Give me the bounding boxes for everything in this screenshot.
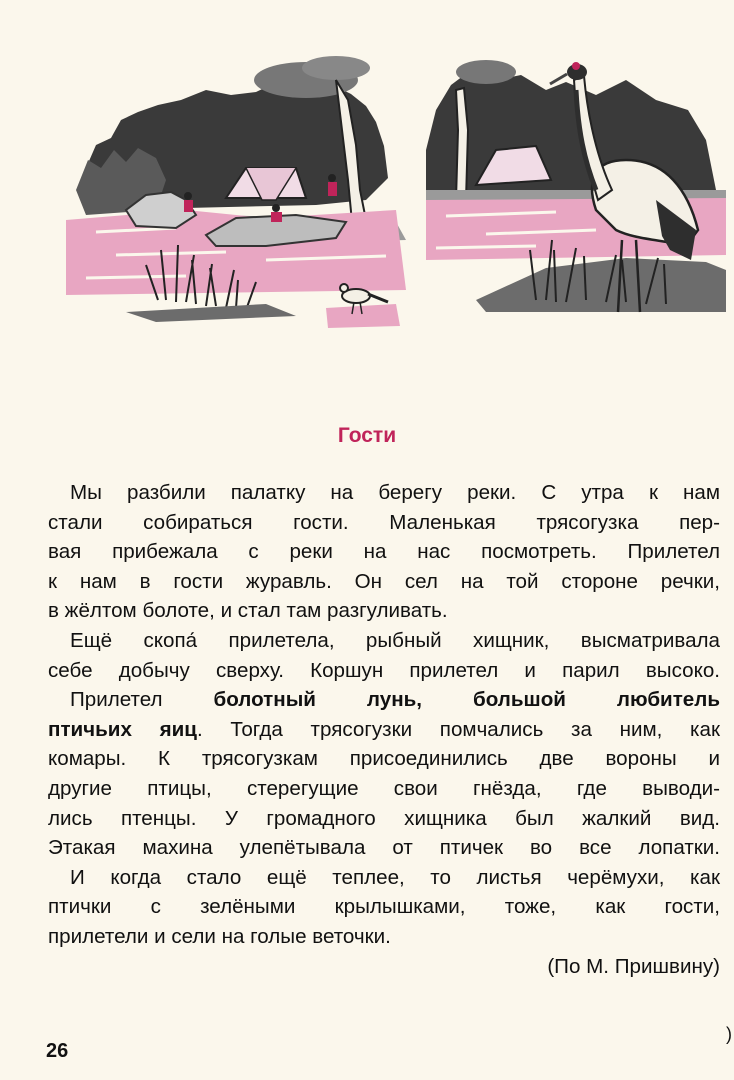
attribution: (По М. Пришвину) (547, 954, 720, 978)
story-title: Гости (337, 424, 397, 447)
text-line: себе добычу сверху. Коршун прилетел и парил высоко. (48, 658, 720, 682)
text-line: вая прибежала с реки на нас посмотреть. Прилетел (48, 540, 720, 564)
text-plain: . Тогда трясогузки помчались за ним, как (196, 717, 720, 741)
text-line (48, 685, 720, 715)
page-number: 26 (46, 1040, 69, 1062)
text-bold: болотный лунь, большой любитель (213, 688, 720, 712)
story-text (48, 478, 720, 981)
text-line: другие птицы, стерегущие свои гнёзда, где выводи- (48, 776, 720, 800)
text-plain: Прилетел (70, 688, 214, 712)
text-line: прилетели и сели на голые веточки. (48, 924, 391, 948)
crane-illustration (426, 50, 726, 320)
text-bold: птичьих яиц (48, 717, 197, 741)
camp-illustration (66, 50, 406, 330)
text-line: Мы разбили палатку на берегу реки. С утра к нам (70, 481, 720, 504)
text-line (48, 715, 720, 745)
text-line: комары. К трясогузкам присоединились две вороны и (48, 747, 720, 771)
text-line: птички с зелёными крылышками, тоже, как гости, (48, 895, 720, 919)
text-line: к нам в гости журавль. Он сел на той стороне речки, (48, 569, 720, 593)
text-line: Ещё скопа́ прилетела, рыбный хищник, высматривала (70, 628, 720, 652)
text-line: Этакая махина улепётывала от птичек во все лопатки. (48, 836, 720, 860)
text-line: в жёлтом болоте, и стал там разгуливать. (48, 599, 448, 623)
text-line: стали собираться гости. Маленькая трясогузка пер- (48, 510, 720, 534)
edge-mark: ) (726, 1024, 732, 1044)
text-line: лись птенцы. У громадного хищника был жалкий вид. (48, 806, 720, 830)
text-line: И когда стало ещё теплее, то листья черёмухи, как (70, 865, 720, 889)
